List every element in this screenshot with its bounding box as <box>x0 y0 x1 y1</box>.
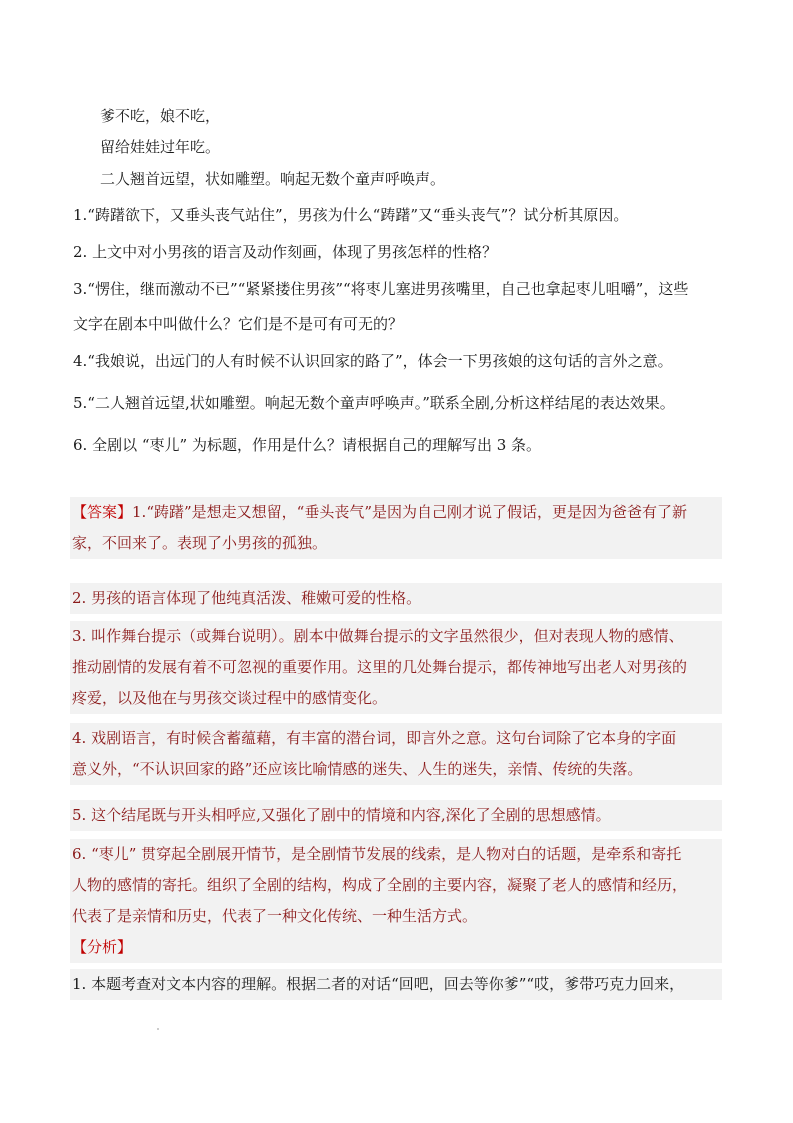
question-3-line-1: 3.“愣住，继而激动不已”“紧紧搂住男孩”“将枣儿塞进男孩嘴里，自己也拿起枣儿咀嚼”，这些 <box>73 280 689 298</box>
answer-6-line-1: 6. “枣儿” 贯穿起全剧展开情节，是全剧情节发展的线索，是人物对白的话题，是牵系和寄托 <box>72 845 682 863</box>
answer-3-line-3: 疼爱，以及他在与男孩交谈过程中的感情变化。 <box>72 689 388 707</box>
poem-line-1: 爹不吃，娘不吃， <box>100 107 221 125</box>
page-dot <box>157 1028 159 1030</box>
answer-label: 【答案】 <box>72 503 133 521</box>
answer-3-block <box>70 621 722 715</box>
answer-6-line-2: 人物的感情的寄托。组织了全剧的结构，构成了全剧的主要内容，凝聚了老人的感情和经历， <box>72 876 688 894</box>
question-3-line-2: 文字在剧本中叫做什么？它们是不是可有可无的？ <box>73 315 404 333</box>
answer-5-block <box>70 800 722 832</box>
answer-4-line-1: 4. 戏剧语言，有时候含蓄蕴藉，有丰富的潜台词，即言外之意。这句台词除了它本身的字面 <box>72 729 677 747</box>
question-2: 2. 上文中对小男孩的语言及动作刻画，体现了男孩怎样的性格？ <box>73 243 498 261</box>
answer-4-block <box>70 723 722 786</box>
poem-line-3: 二人翘首远望，状如雕塑。响起无数个童声呼唤声。 <box>100 170 446 188</box>
answer-1-line-1: 【答案】1.“踌躇”是想走又想留，“垂头丧气”是因为自己刚才说了假话，更是因为爸爸有了新 <box>72 503 688 521</box>
answer-6-line-3: 代表了是亲情和历史，代表了一种文化传统、一种生活方式。 <box>72 907 478 925</box>
answer-2-block <box>70 583 722 615</box>
analysis-label: 【分析】 <box>72 938 133 956</box>
question-6: 6. 全剧以 “枣儿” 为标题，作用是什么？请根据自己的理解写出 3 条。 <box>73 436 542 454</box>
answer-5-line: 5. 这个结尾既与开头相呼应,又强化了剧中的情境和内容,深化了全剧的思想感情。 <box>72 806 611 824</box>
question-1: 1.“踌躇欲下，又垂头丧气站住”，男孩为什么“踌躇”又“垂头丧气”？试分析其原因。 <box>73 206 629 224</box>
answer-4-line-2: 意义外，“不认识回家的路”还应该比喻情感的迷失、人生的迷失，亲情、传统的失落。 <box>72 760 643 778</box>
answer-2-line: 2. 男孩的语言体现了他纯真活泼、稚嫩可爱的性格。 <box>72 589 422 607</box>
answer-6-block <box>70 839 722 933</box>
answer-1-block <box>70 497 722 560</box>
poem-line-2: 留给娃娃过年吃。 <box>100 138 221 156</box>
answer-1-line-2: 家，不回来了。表现了小男孩的孤独。 <box>72 534 328 552</box>
answer-3-line-1: 3. 叫作舞台提示（或舞台说明）。剧本中做舞台提示的文字虽然很少，但对表现人物的感情、 <box>72 627 684 645</box>
question-5: 5.“二人翘首远望,状如雕塑。响起无数个童声呼唤声。”联系全剧,分析这样结尾的表达效果。 <box>73 394 675 412</box>
answer-3-line-2: 推动剧情的发展有着不可忽视的重要作用。这里的几处舞台提示，都传神地写出老人对男孩的 <box>72 658 688 676</box>
analysis-block <box>70 969 722 1001</box>
analysis-line-1: 1. 本题考查对文本内容的理解。根据二者的对话“回吧，回去等你爹”“哎，爹带巧克力回来， <box>72 975 685 993</box>
question-4: 4.“我娘说，出远门的人有时候不认识回家的路了”，体会一下男孩娘的这句话的言外之意。 <box>73 352 673 370</box>
analysis-label-block <box>70 932 722 964</box>
